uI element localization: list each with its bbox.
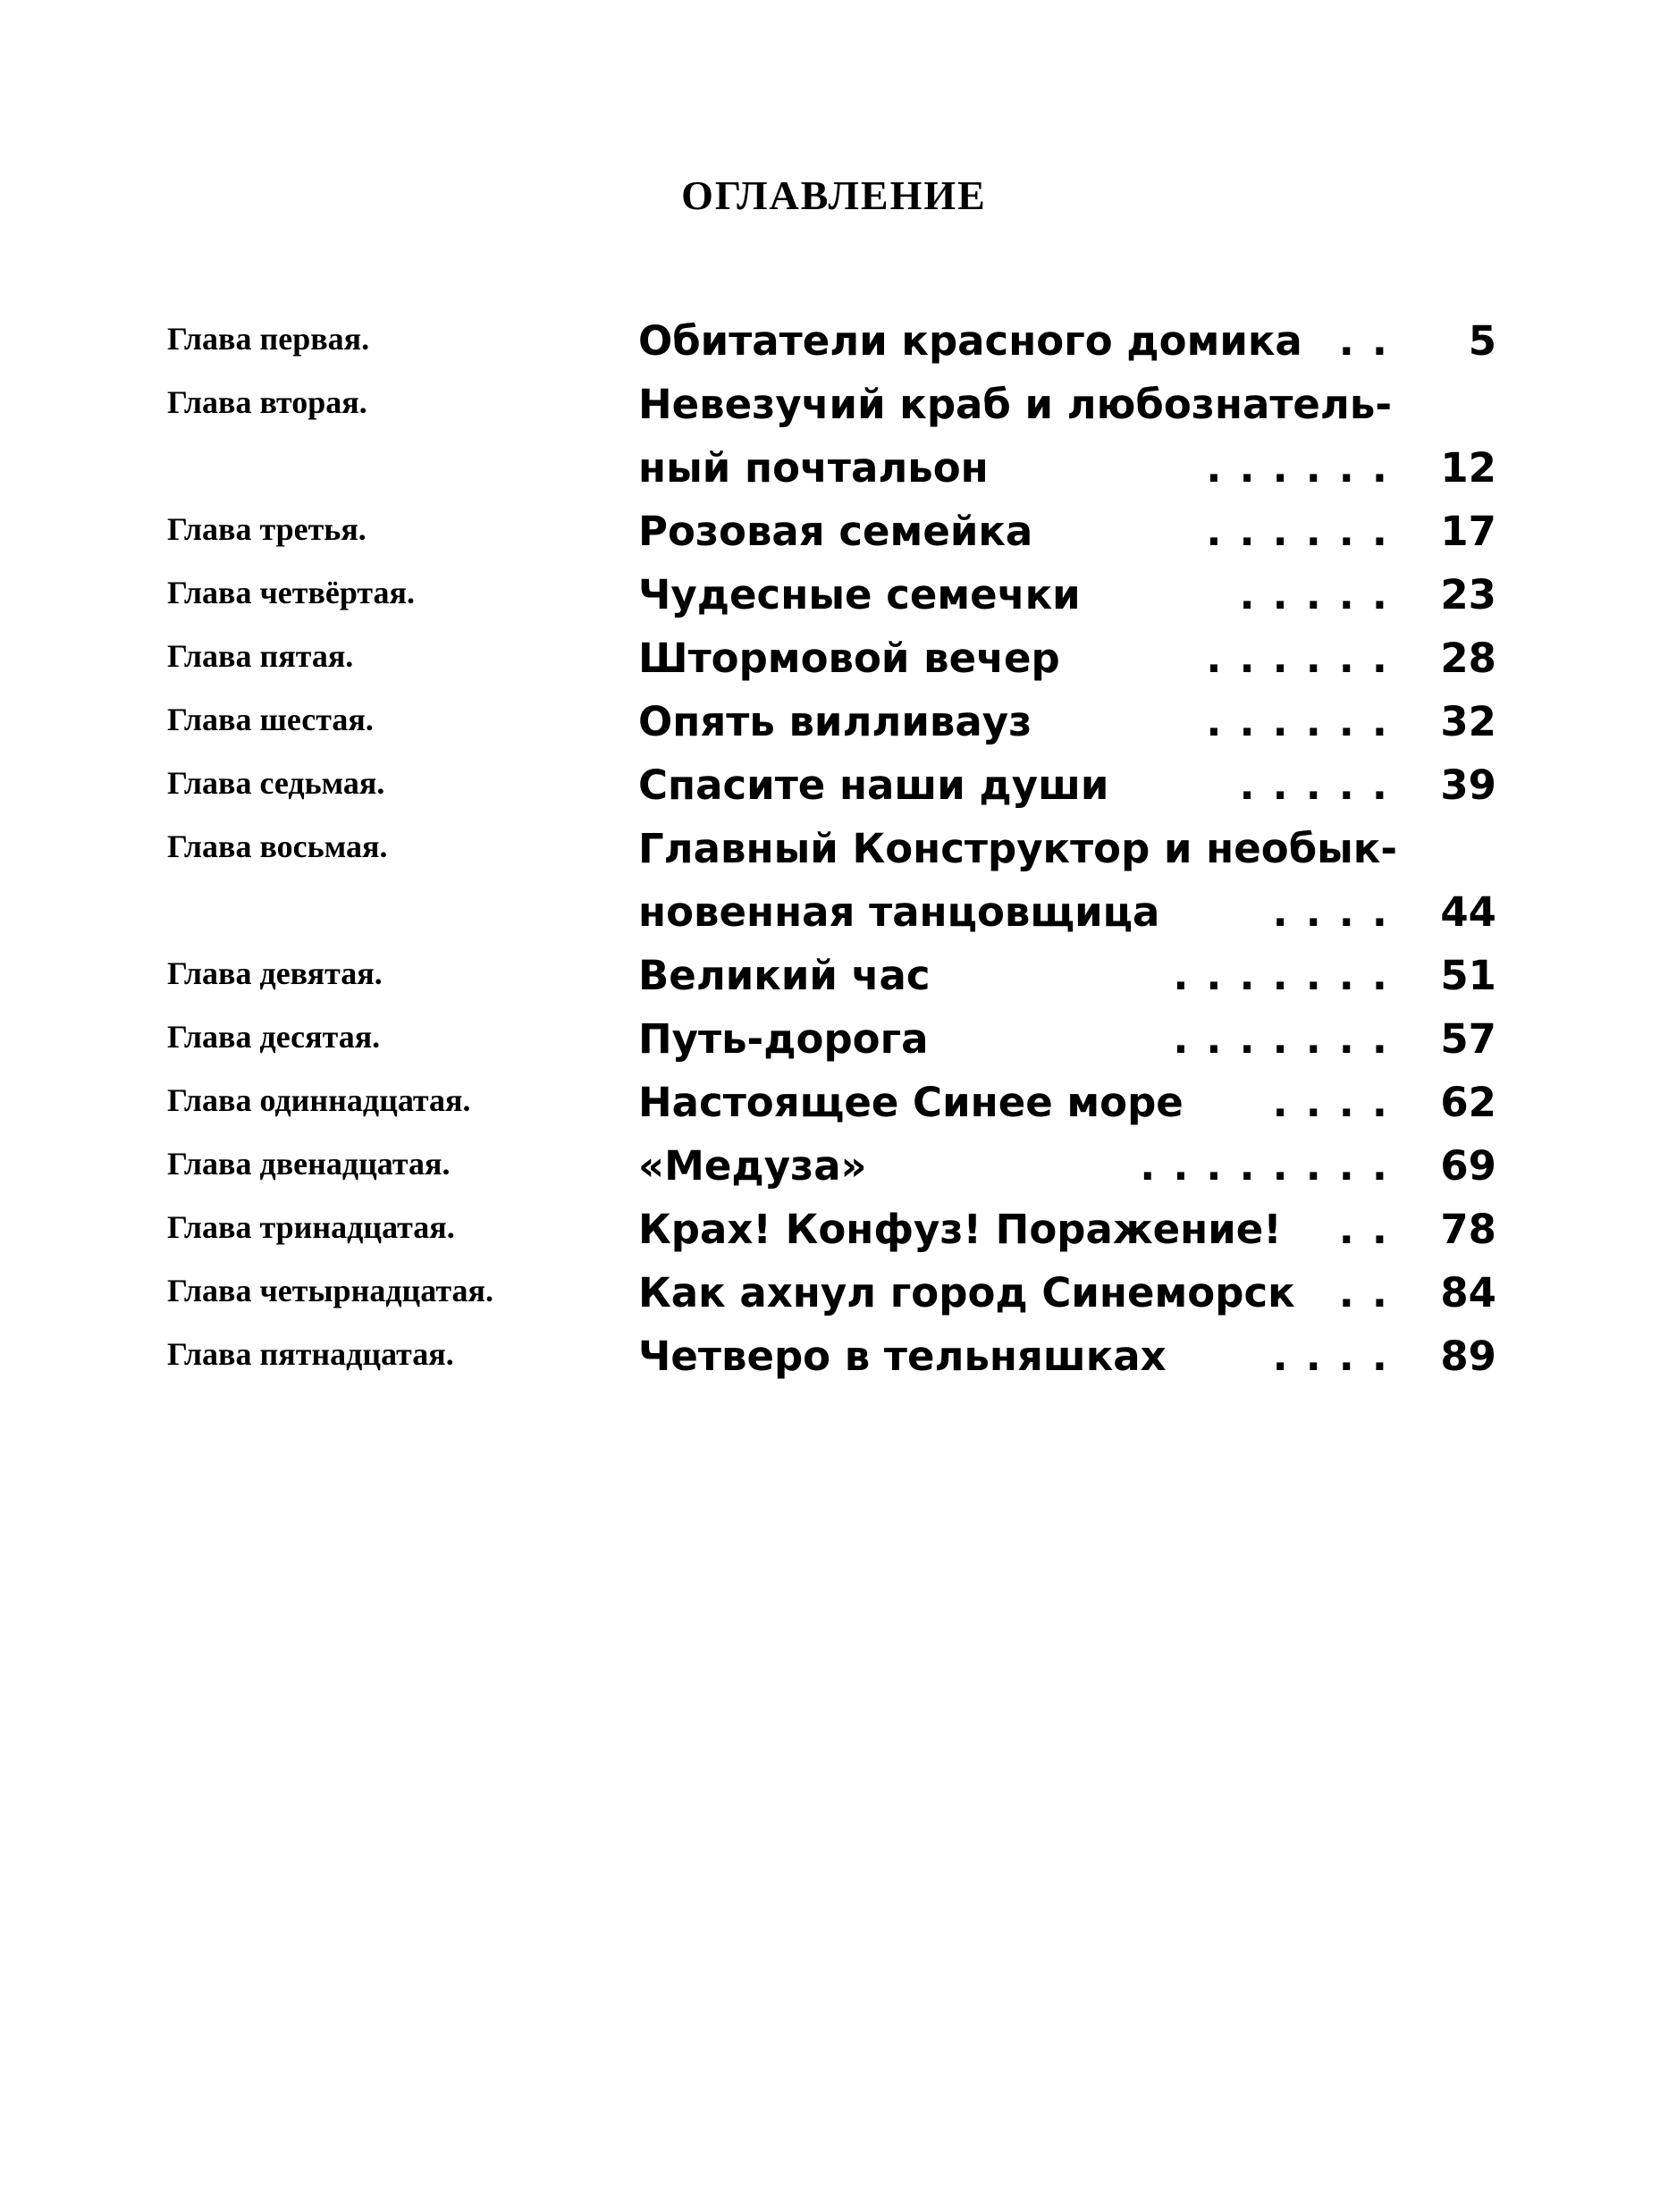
chapter-title: Как ахнул город Синеморск (638, 1269, 1295, 1316)
page-number: 28 (1440, 635, 1496, 682)
chapter-label: Глава седьмая. (167, 765, 385, 801)
chapter-title-line (638, 817, 1496, 881)
chapter-label: Глава восьмая. (167, 828, 388, 864)
chapter-label: Глава третья. (167, 511, 366, 547)
chapter-label: Глава тринадцатая. (167, 1209, 455, 1245)
chapter-title-line (638, 563, 1496, 627)
chapter-title: Розовая семейка (638, 508, 1033, 555)
chapter-title: Чудесные семечки (638, 571, 1081, 618)
chapter-label: Глава двенадцатая. (167, 1146, 451, 1182)
chapter-title-line (638, 373, 1496, 437)
chapter-title: Четверо в тельняшках (638, 1333, 1167, 1380)
chapter-title: Крах! Конфуз! Поражение! (638, 1206, 1282, 1253)
dot-leader: .. (1338, 317, 1405, 365)
page-number: 32 (1440, 698, 1496, 745)
chapter-title: Спасите наши души (638, 761, 1109, 809)
chapter-title: Главный Конструктор и необык- (638, 825, 1398, 872)
dot-leader: ..... (1239, 571, 1405, 618)
page-number: 17 (1440, 508, 1496, 555)
chapter-title-line (638, 880, 1496, 945)
chapter-title: «Медуза» (638, 1142, 867, 1190)
dot-leader: .. (1338, 1206, 1405, 1253)
chapter-title: Невезучий краб и любознатель- (638, 381, 1393, 428)
chapter-label: Глава пятнадцатая. (167, 1336, 454, 1372)
chapter-title-line (638, 753, 1496, 818)
chapter-label: Глава первая. (167, 321, 370, 357)
page-number: 62 (1440, 1079, 1496, 1126)
chapter-label: Глава шестая. (167, 702, 374, 737)
chapter-label: Глава одиннадцатая. (167, 1082, 471, 1118)
page-number: 23 (1440, 571, 1496, 618)
chapter-title-line (638, 690, 1496, 754)
chapter-label: Глава вторая. (167, 384, 367, 420)
chapter-title-line (638, 500, 1496, 564)
chapter-title-line (638, 1071, 1496, 1135)
dot-leader: .... (1272, 1333, 1405, 1380)
dot-leader: ...... (1206, 698, 1405, 745)
chapter-label: Глава девятая. (167, 955, 383, 991)
dot-leader: ...... (1206, 635, 1405, 682)
chapter-title: ный почтальон (638, 444, 989, 492)
chapter-title: Путь-дорога (638, 1015, 929, 1063)
chapter-title-line (638, 627, 1496, 691)
page-number: 69 (1440, 1142, 1496, 1190)
dot-leader: ....... (1173, 1015, 1405, 1063)
dot-leader: .... (1272, 888, 1405, 936)
page-number: 51 (1440, 952, 1496, 999)
chapter-title-line (638, 1134, 1496, 1199)
page-number: 78 (1440, 1206, 1496, 1253)
chapter-title: новенная танцовщица (638, 888, 1160, 936)
chapter-title: Опять вилливауз (638, 698, 1032, 745)
page-number: 12 (1440, 444, 1496, 492)
page-number: 44 (1440, 888, 1496, 936)
page-number: 5 (1468, 317, 1496, 365)
chapter-title: Великий час (638, 952, 931, 999)
chapter-title-line (638, 1261, 1496, 1325)
chapter-title: Настоящее Синее море (638, 1079, 1184, 1126)
page-number: 84 (1440, 1269, 1496, 1316)
dot-leader: ...... (1206, 508, 1405, 555)
chapter-title-line (638, 436, 1496, 500)
chapter-label: Глава десятая. (167, 1019, 381, 1055)
chapter-title-line (638, 309, 1496, 374)
dot-leader: ........ (1140, 1142, 1405, 1190)
page-number: 89 (1440, 1333, 1496, 1380)
chapter-label: Глава четвёртая. (167, 575, 416, 610)
dot-leader: ..... (1239, 761, 1405, 809)
chapter-label: Глава пятая. (167, 638, 354, 674)
chapter-title: Обитатели красного домика (638, 317, 1302, 365)
chapter-title-line (638, 1325, 1496, 1389)
chapter-title-line (638, 1007, 1496, 1072)
page-number: 39 (1440, 761, 1496, 809)
chapter-title-line (638, 944, 1496, 1008)
dot-leader: ....... (1173, 952, 1405, 999)
chapter-title-line (638, 1198, 1496, 1262)
dot-leader: ...... (1206, 444, 1405, 492)
chapter-title: Штормовой вечер (638, 635, 1060, 682)
dot-leader: .. (1338, 1269, 1405, 1316)
page-number: 57 (1440, 1015, 1496, 1063)
dot-leader: .... (1272, 1079, 1405, 1126)
chapter-label: Глава четырнадцатая. (167, 1273, 493, 1308)
page-title: ОГЛАВЛЕНИЕ (681, 172, 987, 218)
